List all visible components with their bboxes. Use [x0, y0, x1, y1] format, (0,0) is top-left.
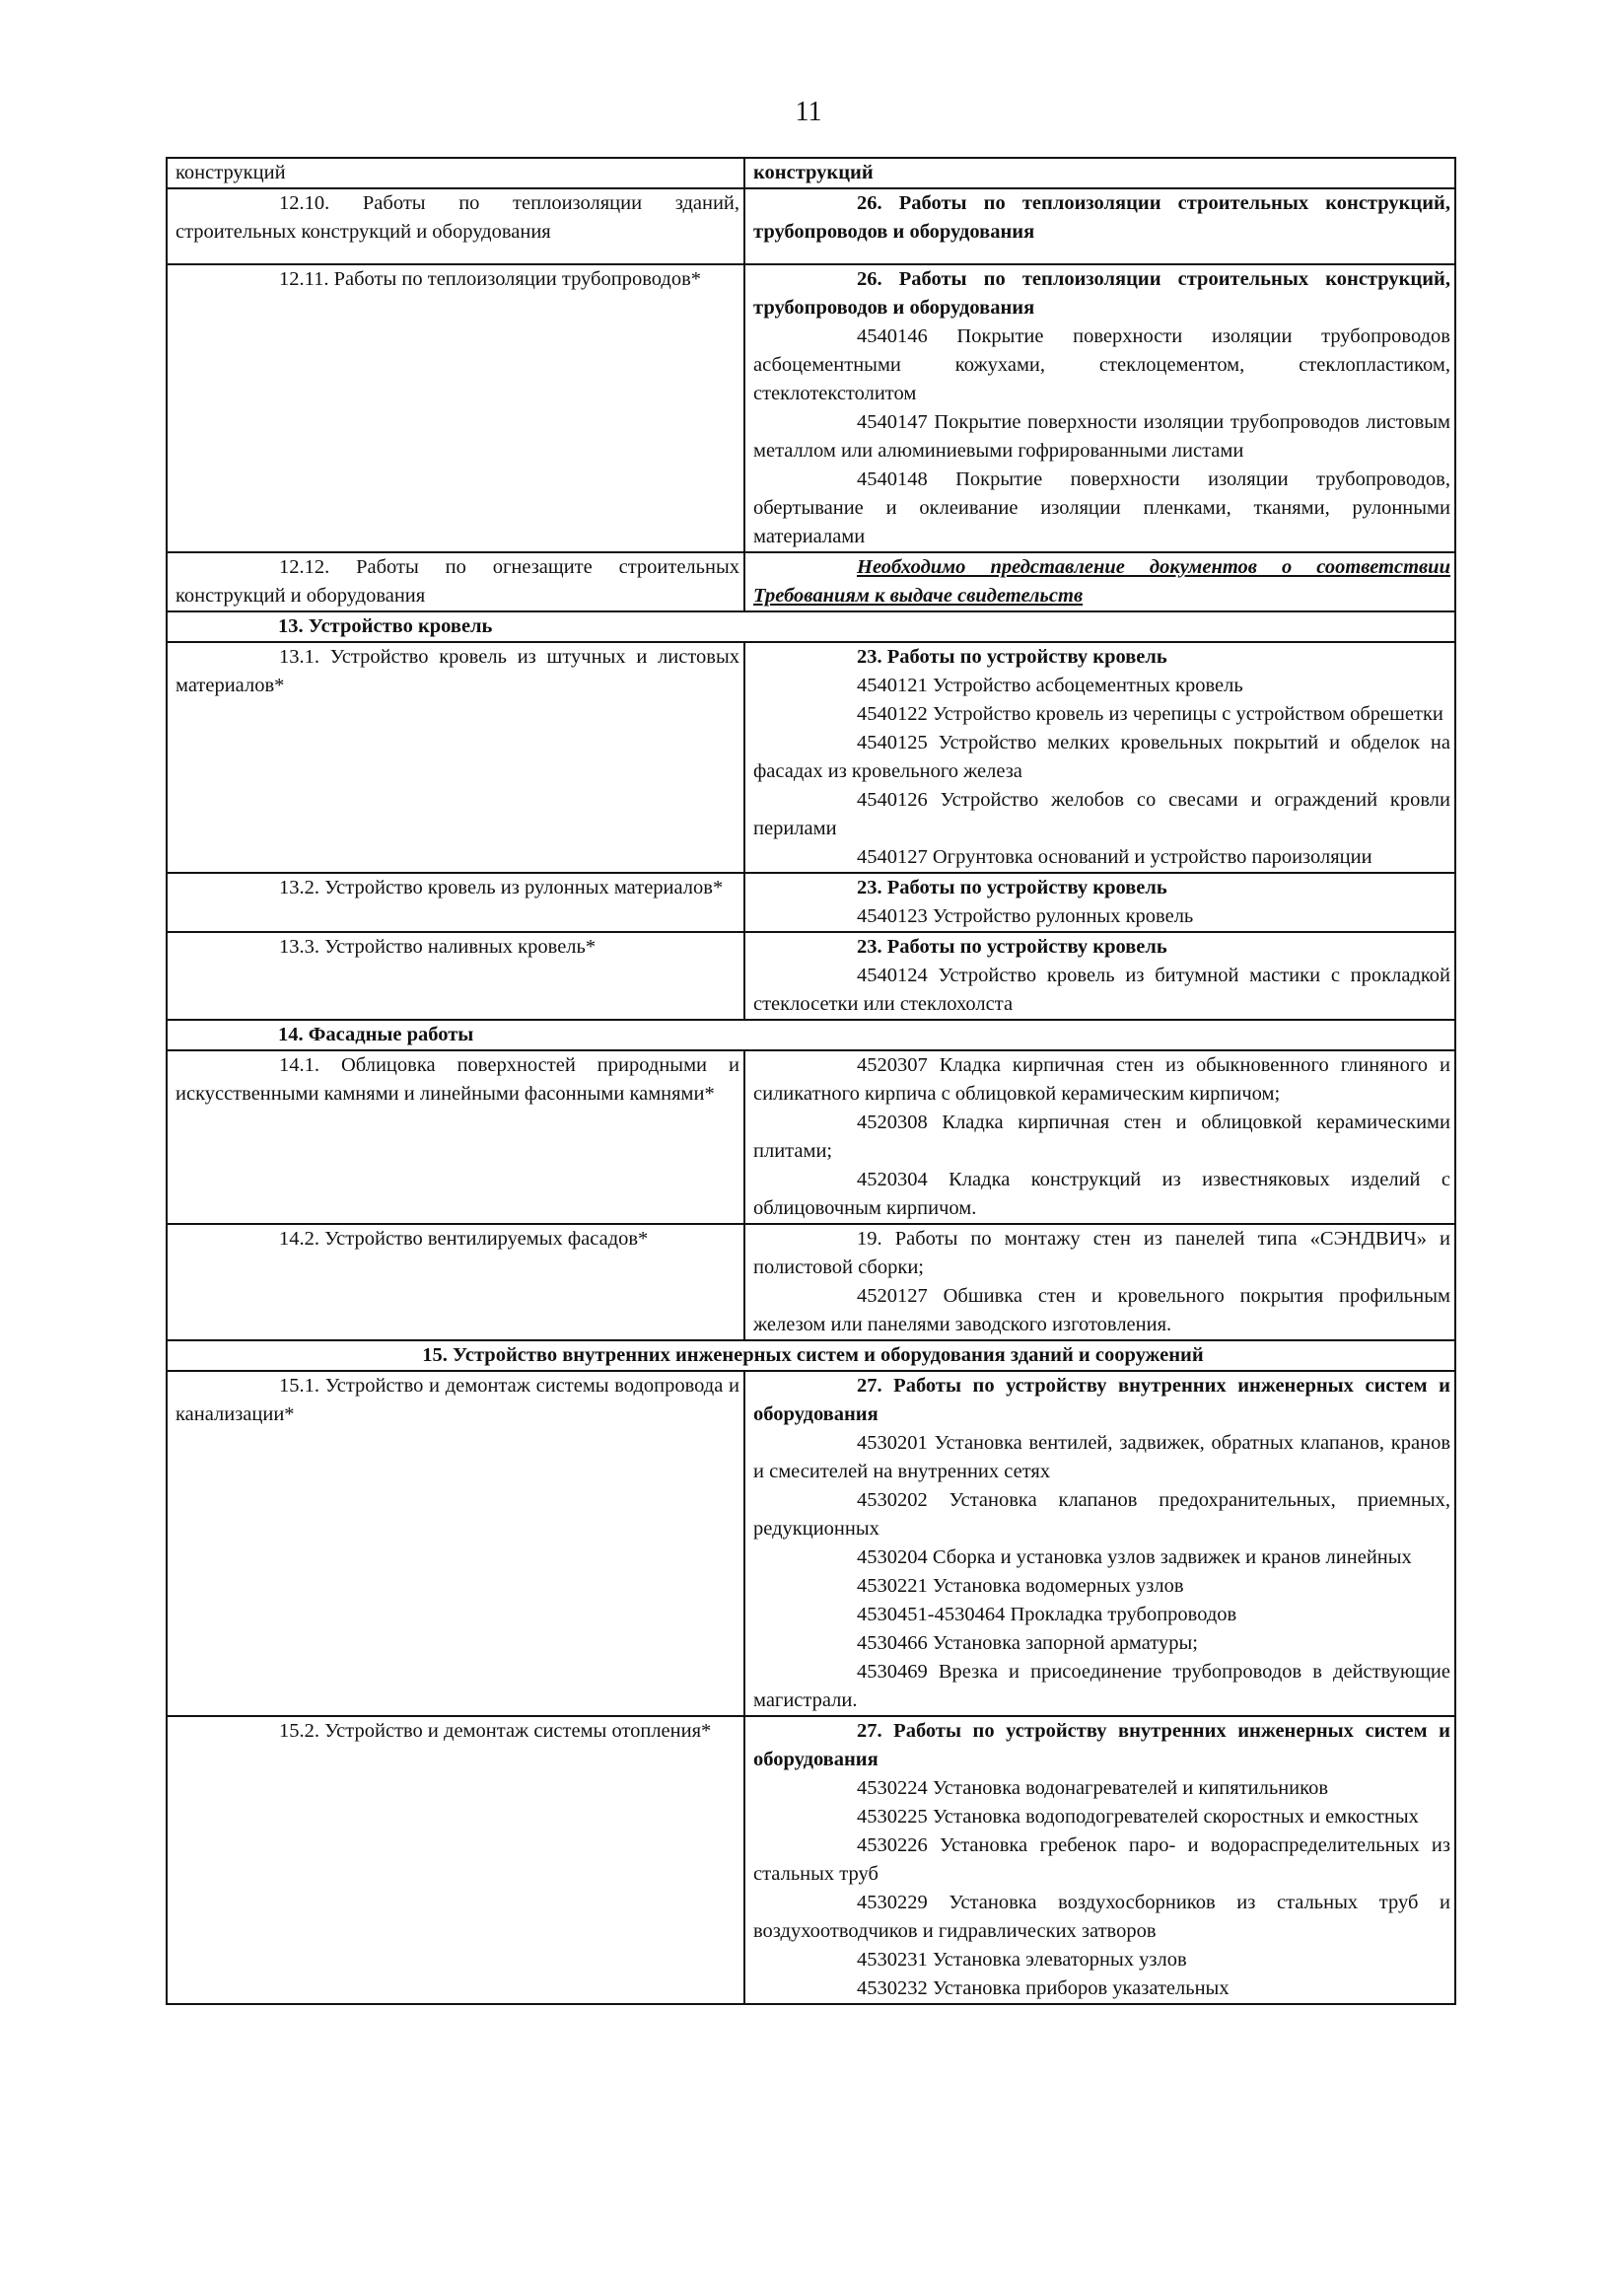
section-row	[167, 1020, 1455, 1050]
page-number: 11	[795, 97, 822, 127]
code-cell: 27. Работы по устройству внутренних инженерных систем и оборудования 4530201 Установка вентилей, задвижек, обратных клапанов, кранов и смесителей на внутренних сетях 4530202 Установка клапанов предохранительных, приемных, редукционных 4530204 Сборка и установка узлов задвижек и кранов линейных 4530221 Установка водомерных узлов 4530451-4530464 Прокладка трубопроводов 4530466 Установка запорной арматуры; 4530469 Врезка и присоединение трубопроводов в действующие магистрали.	[744, 1371, 1455, 1716]
list-item: 4540124 Устройство кровель из битумной мастики с прокладкой стеклосетки или стеклохолста	[753, 965, 1450, 1015]
list-item: 4530231 Установка элеваторных узлов	[857, 1949, 1187, 1971]
section-row	[167, 1340, 1455, 1371]
list-item: 4520304 Кладка конструкций из известняковых изделий с облицовочным кирпичом.	[753, 1169, 1450, 1219]
list-item: 4540126 Устройство желобов со свесами и ограждений кровли перилами	[753, 789, 1450, 839]
table-row	[167, 264, 1455, 552]
work-type-cell: конструкций	[167, 158, 744, 188]
works-table	[166, 157, 1456, 2005]
list-item: 4540146 Покрытие поверхности изоляции трубопроводов асбоцементными кожухами, стеклоцементом, стеклопластиком, стеклотекстолитом	[753, 325, 1450, 404]
list-item: 4530225 Установка водоподогревателей скоростных и емкостных	[857, 1806, 1419, 1828]
table-row	[167, 188, 1455, 264]
code-cell: 26. Работы по теплоизоляции строительных конструкций, трубопроводов и оборудования 4540146 Покрытие поверхности изоляции трубопроводов асбоцементными кожухами, стеклоцементом, стеклопластиком, стеклотекстолитом 4540147 Покрытие поверхности изоляции трубопроводов листовым металлом или алюминиевыми гофрированными листами 4540148 Покрытие поверхности изоляции трубопроводов, обертывание и оклеивание изоляции пленками, тканями, рулонными материалами	[744, 264, 1455, 552]
list-item: 4530204 Сборка и установка узлов задвижек и кранов линейных	[857, 1546, 1412, 1568]
code-cell: 23. Работы по устройству кровель 4540123 Устройство рулонных кровель	[744, 873, 1455, 932]
work-type-cell: 13.1. Устройство кровель из штучных и листовых материалов*	[167, 642, 744, 873]
list-item: 4530469 Врезка и присоединение трубопроводов в действующие магистрали.	[753, 1661, 1450, 1711]
table-row	[167, 158, 1455, 188]
list-item: 19. Работы по монтажу стен из панелей типа «СЭНДВИЧ» и полистовой сборки;	[753, 1228, 1450, 1278]
code-cell: 23. Работы по устройству кровель 4540124 Устройство кровель из битумной мастики с прокладкой стеклосетки или стеклохолста	[744, 932, 1455, 1020]
list-item: 4530451-4530464 Прокладка трубопроводов	[857, 1604, 1237, 1625]
list-item: 4530202 Установка клапанов предохранительных, приемных, редукционных	[753, 1489, 1450, 1540]
list-item: 4520308 Кладка кирпичная стен и облицовкой керамическими плитами;	[753, 1112, 1450, 1162]
table-row	[167, 1050, 1455, 1224]
list-item: 4530466 Установка запорной арматуры;	[857, 1632, 1198, 1654]
list-item: 4530201 Установка вентилей, задвижек, обратных клапанов, кранов и смесителей на внутренних сетях	[753, 1432, 1450, 1482]
list-item: 4520307 Кладка кирпичная стен из обыкновенного глиняного и силикатного кирпича с облицовкой керамическим кирпичом;	[753, 1054, 1450, 1105]
list-item: 4540148 Покрытие поверхности изоляции трубопроводов, обертывание и оклеивание изоляции пленками, тканями, рулонными материалами	[753, 468, 1450, 547]
list-item: 4520127 Обшивка стен и кровельного покрытия профильным железом или панелями заводского изготовления.	[753, 1285, 1450, 1335]
list-item: 4530232 Установка приборов указательных	[857, 1977, 1230, 1999]
table-row	[167, 1224, 1455, 1340]
work-type-cell: 15.1. Устройство и демонтаж системы водопровода и канализации*	[167, 1371, 744, 1716]
list-item: 4530226 Установка гребенок паро- и водораспределительных из стальных труб	[753, 1834, 1450, 1885]
work-type-cell: 15.2. Устройство и демонтаж системы отопления*	[167, 1716, 744, 2004]
code-cell: 27. Работы по устройству внутренних инженерных систем и оборудования 4530224 Установка водонагревателей и кипятильников 4530225 Установка водоподогревателей скоростных и емкостных 4530226 Установка гребенок паро- и водораспределительных из стальных труб 4530229 Установка воздухосборников из стальных труб и воздухоотводчиков и гидравлических затворов 4530231 Установка элеваторных узлов 4530232 Установка приборов указательных	[744, 1716, 1455, 2004]
list-item: 4540147 Покрытие поверхности изоляции трубопроводов листовым металлом или алюминиевыми гофрированными листами	[753, 411, 1450, 462]
list-item: 4540125 Устройство мелких кровельных покрытий и обделок на фасадах из кровельного железа	[753, 732, 1450, 782]
section-heading: 13. Устройство кровель	[167, 611, 1455, 642]
list-item: 4540127 Огрунтовка оснований и устройство пароизоляции	[857, 846, 1372, 868]
section-heading: 15. Устройство внутренних инженерных систем и оборудования зданий и сооружений	[167, 1340, 1455, 1371]
list-item: 4530229 Установка воздухосборников из стальных труб и воздухоотводчиков и гидравлических затворов	[753, 1892, 1450, 1942]
note-text: Необходимо представление документов о соответствии Требованиям к выдаче свидетельств	[753, 556, 1450, 607]
work-type-cell: 14.1. Облицовка поверхностей природными и искусственными камнями и линейными фасонными камнями*	[167, 1050, 744, 1224]
code-cell	[744, 552, 1455, 611]
code-cell: 26. Работы по теплоизоляции строительных конструкций, трубопроводов и оборудования	[744, 188, 1455, 264]
code-cell: конструкций	[744, 158, 1455, 188]
list-item: 4540122 Устройство кровель из черепицы с устройством обрешетки	[857, 703, 1443, 725]
table-row	[167, 932, 1455, 1020]
section-row	[167, 611, 1455, 642]
code-cell	[744, 1224, 1455, 1340]
work-type-cell: 13.2. Устройство кровель из рулонных материалов*	[167, 873, 744, 932]
work-type-cell: 14.2. Устройство вентилируемых фасадов*	[167, 1224, 744, 1340]
table-row	[167, 873, 1455, 932]
list-item: 4540121 Устройство асбоцементных кровель	[857, 675, 1243, 696]
list-item: 4530224 Установка водонагревателей и кипятильников	[857, 1777, 1328, 1799]
table-row	[167, 1371, 1455, 1716]
section-heading: 14. Фасадные работы	[167, 1020, 1455, 1050]
table-row	[167, 552, 1455, 611]
work-type-cell: 12.10. Работы по теплоизоляции зданий, строительных конструкций и оборудования	[167, 188, 744, 264]
list-item: 4540123 Устройство рулонных кровель	[857, 905, 1194, 927]
work-type-cell: 12.12. Работы по огнезащите строительных конструкций и оборудования	[167, 552, 744, 611]
list-item: 4530221 Установка водомерных узлов	[857, 1575, 1184, 1597]
code-cell	[744, 1050, 1455, 1224]
work-type-cell: 13.3. Устройство наливных кровель*	[167, 932, 744, 1020]
code-cell: 23. Работы по устройству кровель 4540121 Устройство асбоцементных кровель 4540122 Устройство кровель из черепицы с устройством обрешетки 4540125 Устройство мелких кровельных покрытий и обделок на фасадах из кровельного железа 4540126 Устройство желобов со свесами и ограждений кровли перилами 4540127 Огрунтовка оснований и устройство пароизоляции	[744, 642, 1455, 873]
work-type-cell: 12.11. Работы по теплоизоляции трубопроводов*	[167, 264, 744, 552]
table-row	[167, 1716, 1455, 2004]
table-row	[167, 642, 1455, 873]
